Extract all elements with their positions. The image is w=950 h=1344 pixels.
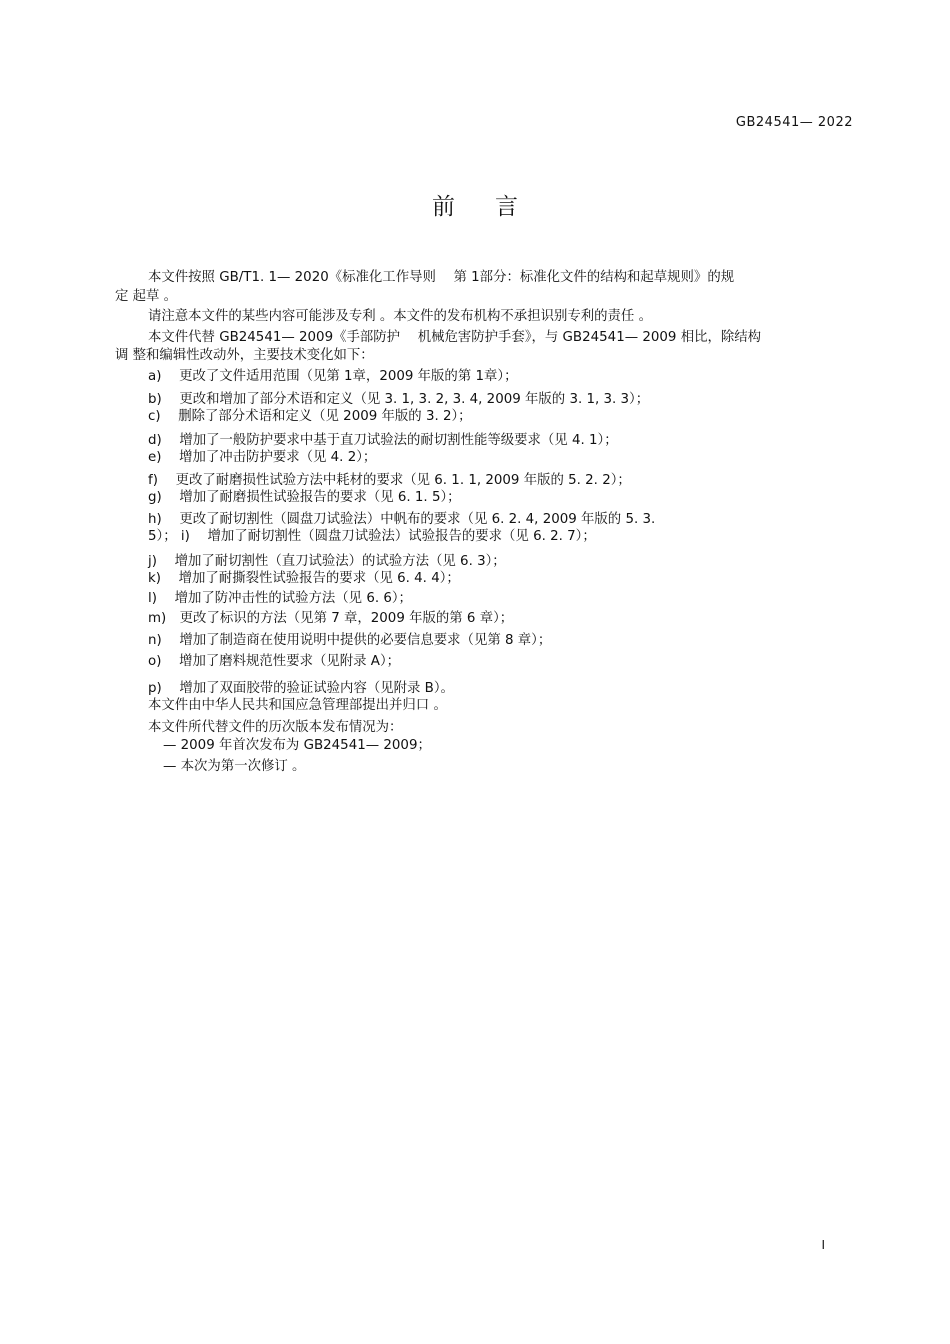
body-line: 本文件按照 GB/T1. 1— 2020《标准化工作导则 第 1部分：标准化文件的结构和起草规则》的规 — [148, 270, 735, 285]
page-number: I — [821, 1238, 825, 1252]
body-line: 本文件所代替文件的历次版本发布情况为： — [148, 720, 403, 735]
list-item: d) 增加了一般防护要求中基于直刀试验法的耐切割性能等级要求（见 4. 1）； — [148, 433, 618, 448]
body-line: 请注意本文件的某些内容可能涉及专利 。本文件的发布机构不承担识别专利的责任 。 — [148, 309, 652, 324]
list-item: a) 更改了文件适用范围（见第 1章，2009 年版的第 1章）； — [148, 369, 518, 384]
body-line: 定 起草 。 — [115, 289, 178, 304]
history-item: — 本次为第一次修订 。 — [163, 759, 306, 774]
list-item: k) 增加了耐撕裂性试验报告的要求（见 6. 4. 4）； — [148, 571, 460, 586]
list-item: o) 增加了磨料规范性要求（见附录 A）； — [148, 654, 401, 669]
list-item: p) 增加了双面胶带的验证试验内容（见附录 B）。 — [148, 681, 454, 696]
page-title: 前言 — [432, 194, 558, 220]
list-item: b) 更改和增加了部分术语和定义（见 3. 1, 3. 2, 3. 4, 2009 年版的 3. 1, 3. 3）； — [148, 392, 650, 407]
body-line: 本文件代替 GB24541— 2009《手部防护 机械危害防护手套》，与 GB24541— 2009 相比，除结构 — [148, 330, 762, 345]
history-item: — 2009 年首次发布为 GB24541— 2009； — [163, 738, 431, 753]
standard-number: GB24541— 2022 — [735, 115, 853, 130]
list-item: g) 增加了耐磨损性试验报告的要求（见 6. 1. 5）； — [148, 490, 461, 505]
body-line: 调 整和编辑性改动外，主要技术变化如下： — [115, 348, 374, 363]
list-item: h) 更改了耐切割性（圆盘刀试验法）中帆布的要求（见 6. 2. 4, 2009 年版的 5. 3. — [148, 512, 656, 527]
list-item: f) 更改了耐磨损性试验方法中耗材的要求（见 6. 1. 1, 2009 年版的 5. 2. 2）； — [148, 473, 631, 488]
list-item: l) 增加了防冲击性的试验方法（见 6. 6）； — [148, 591, 412, 606]
body-line: 本文件由中华人民共和国应急管理部提出并归口 。 — [148, 698, 447, 713]
list-item: e) 增加了冲击防护要求（见 4. 2）； — [148, 450, 377, 465]
list-item: 5）； i) 增加了耐切割性（圆盘刀试验法）试验报告的要求（见 6. 2. 7）； — [148, 529, 596, 544]
list-item: j) 增加了耐切割性（直刀试验法）的试验方法（见 6. 3）； — [148, 554, 506, 569]
list-item: n) 增加了制造商在使用说明中提供的必要信息要求（见第 8 章）； — [148, 633, 552, 648]
list-item: c) 删除了部分术语和定义（见 2009 年版的 3. 2）； — [148, 409, 472, 424]
list-item: m) 更改了标识的方法（见第 7 章，2009 年版的第 6 章）； — [148, 611, 514, 626]
